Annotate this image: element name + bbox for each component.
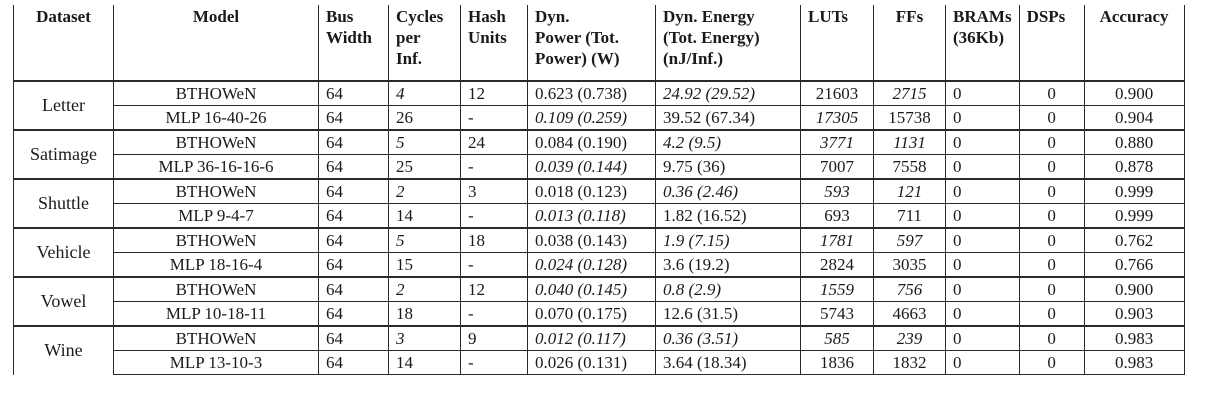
cell-dyn-power: 0.109 (0.259) <box>528 106 656 131</box>
header-cycles-line-3: Inf. <box>396 49 422 68</box>
table-row <box>14 155 1185 180</box>
header-accuracy-line: Accuracy <box>1099 7 1169 26</box>
cell-dyn-energy: 0.36 (3.51) <box>656 326 801 351</box>
cell-hash-units: - <box>461 204 528 229</box>
cell-dsps: 0 <box>1019 179 1084 204</box>
header-cycles-line-1: Cycles <box>396 7 444 26</box>
cell-accuracy: 0.999 <box>1084 179 1184 204</box>
cell-accuracy: 0.766 <box>1084 253 1184 278</box>
cell-luts: 1781 <box>801 228 874 253</box>
cell-accuracy: 0.762 <box>1084 228 1184 253</box>
header-dyn-energy-line-2: (Tot. Energy) <box>663 28 760 47</box>
table-row <box>14 253 1185 278</box>
table-row <box>14 326 1185 351</box>
cell-dyn-power: 0.040 (0.145) <box>528 277 656 302</box>
table-row <box>14 302 1185 327</box>
header-row <box>14 5 1185 81</box>
header-dyn-energy-line-1: Dyn. Energy <box>663 7 755 26</box>
header-hash-units <box>461 5 528 81</box>
cell-ffs: 2715 <box>874 81 946 106</box>
comparison-table-container <box>13 5 1185 375</box>
cell-hash-units: - <box>461 351 528 375</box>
cell-dyn-power: 0.623 (0.738) <box>528 81 656 106</box>
cell-ffs: 711 <box>874 204 946 229</box>
cell-luts: 1559 <box>801 277 874 302</box>
cell-cycles: 26 <box>389 106 461 131</box>
cell-hash-units: 18 <box>461 228 528 253</box>
header-ffs-line: FFs <box>895 7 924 26</box>
cell-dyn-energy: 12.6 (31.5) <box>656 302 801 327</box>
header-dsps-line: DSPs <box>1026 7 1066 26</box>
header-bus-width-line-2: Width <box>326 28 372 47</box>
dataset-cell: Vehicle <box>14 228 114 277</box>
cell-luts: 1836 <box>801 351 874 375</box>
header-ffs <box>874 5 946 81</box>
cell-hash-units: 24 <box>461 130 528 155</box>
cell-dyn-energy: 0.8 (2.9) <box>656 277 801 302</box>
cell-accuracy: 0.900 <box>1084 81 1184 106</box>
cell-hash-units: - <box>461 302 528 327</box>
header-model-line: Model <box>192 7 240 26</box>
cell-accuracy: 0.999 <box>1084 204 1184 229</box>
cell-luts: 21603 <box>801 81 874 106</box>
table-row <box>14 204 1185 229</box>
cell-brams: 0 <box>946 106 1020 131</box>
cell-hash-units: 9 <box>461 326 528 351</box>
cell-brams: 0 <box>946 326 1020 351</box>
cell-brams: 0 <box>946 155 1020 180</box>
cell-model: BTHOWeN <box>114 228 319 253</box>
table-row <box>14 277 1185 302</box>
header-brams-line-1: BRAMs <box>953 7 1012 26</box>
cell-dyn-power: 0.026 (0.131) <box>528 351 656 375</box>
cell-model: BTHOWeN <box>114 277 319 302</box>
cell-dsps: 0 <box>1019 302 1084 327</box>
header-dataset <box>14 5 114 81</box>
header-brams-line-2: (36Kb) <box>953 28 1004 47</box>
cell-cycles: 3 <box>389 326 461 351</box>
cell-bus-width: 64 <box>319 155 389 180</box>
cell-luts: 693 <box>801 204 874 229</box>
cell-brams: 0 <box>946 130 1020 155</box>
cell-dyn-energy: 1.9 (7.15) <box>656 228 801 253</box>
header-accuracy <box>1084 5 1184 81</box>
table-row <box>14 228 1185 253</box>
cell-bus-width: 64 <box>319 228 389 253</box>
cell-cycles: 2 <box>389 179 461 204</box>
cell-dsps: 0 <box>1019 277 1084 302</box>
table-body <box>14 81 1185 375</box>
cell-luts: 585 <box>801 326 874 351</box>
cell-cycles: 4 <box>389 81 461 106</box>
cell-dyn-power: 0.070 (0.175) <box>528 302 656 327</box>
cell-dsps: 0 <box>1019 106 1084 131</box>
cell-dyn-power: 0.038 (0.143) <box>528 228 656 253</box>
cell-dsps: 0 <box>1019 204 1084 229</box>
cell-hash-units: - <box>461 106 528 131</box>
cell-ffs: 121 <box>874 179 946 204</box>
header-dyn-power-line-1: Dyn. <box>535 7 570 26</box>
cell-brams: 0 <box>946 204 1020 229</box>
cell-dyn-energy: 39.52 (67.34) <box>656 106 801 131</box>
cell-ffs: 1131 <box>874 130 946 155</box>
cell-bus-width: 64 <box>319 204 389 229</box>
cell-bus-width: 64 <box>319 81 389 106</box>
dataset-cell: Vowel <box>14 277 114 326</box>
cell-ffs: 597 <box>874 228 946 253</box>
cell-dyn-power: 0.012 (0.117) <box>528 326 656 351</box>
header-hash-units-line-2: Units <box>468 28 507 47</box>
table-row <box>14 179 1185 204</box>
cell-bus-width: 64 <box>319 179 389 204</box>
cell-ffs: 15738 <box>874 106 946 131</box>
header-dyn-power-line-3: Power) (W) <box>535 49 620 68</box>
cell-brams: 0 <box>946 253 1020 278</box>
cell-luts: 7007 <box>801 155 874 180</box>
cell-hash-units: 12 <box>461 81 528 106</box>
header-luts-line: LUTs <box>808 7 849 26</box>
cell-brams: 0 <box>946 228 1020 253</box>
cell-bus-width: 64 <box>319 106 389 131</box>
cell-dyn-power: 0.013 (0.118) <box>528 204 656 229</box>
cell-model: MLP 13-10-3 <box>114 351 319 375</box>
table-row <box>14 130 1185 155</box>
dataset-cell: Satimage <box>14 130 114 179</box>
cell-cycles: 15 <box>389 253 461 278</box>
cell-dyn-energy: 1.82 (16.52) <box>656 204 801 229</box>
header-dsps <box>1019 5 1084 81</box>
cell-ffs: 7558 <box>874 155 946 180</box>
header-dyn-power-line-2: Power (Tot. <box>535 28 620 47</box>
cell-cycles: 2 <box>389 277 461 302</box>
table-row <box>14 81 1185 106</box>
cell-brams: 0 <box>946 351 1020 375</box>
cell-cycles: 25 <box>389 155 461 180</box>
header-bus-width <box>319 5 389 81</box>
cell-hash-units: - <box>461 155 528 180</box>
cell-ffs: 1832 <box>874 351 946 375</box>
cell-model: BTHOWeN <box>114 326 319 351</box>
header-dyn-energy-line-3: (nJ/Inf.) <box>663 49 723 68</box>
cell-dsps: 0 <box>1019 253 1084 278</box>
cell-dyn-energy: 3.64 (18.34) <box>656 351 801 375</box>
dataset-cell: Shuttle <box>14 179 114 228</box>
cell-brams: 0 <box>946 302 1020 327</box>
cell-model: MLP 18-16-4 <box>114 253 319 278</box>
cell-model: MLP 16-40-26 <box>114 106 319 131</box>
dataset-cell: Letter <box>14 81 114 130</box>
cell-bus-width: 64 <box>319 326 389 351</box>
table-row <box>14 351 1185 375</box>
cell-model: MLP 10-18-11 <box>114 302 319 327</box>
header-bus-width-line-1: Bus <box>326 7 354 26</box>
cell-ffs: 3035 <box>874 253 946 278</box>
cell-hash-units: 12 <box>461 277 528 302</box>
cell-cycles: 5 <box>389 130 461 155</box>
cell-dsps: 0 <box>1019 351 1084 375</box>
cell-brams: 0 <box>946 81 1020 106</box>
cell-bus-width: 64 <box>319 130 389 155</box>
cell-luts: 17305 <box>801 106 874 131</box>
cell-dsps: 0 <box>1019 81 1084 106</box>
header-cycles-line-2: per <box>396 28 421 47</box>
cell-accuracy: 0.903 <box>1084 302 1184 327</box>
header-brams <box>946 5 1020 81</box>
header-model <box>114 5 319 81</box>
cell-luts: 5743 <box>801 302 874 327</box>
cell-bus-width: 64 <box>319 253 389 278</box>
cell-ffs: 756 <box>874 277 946 302</box>
header-dataset-line: Dataset <box>36 7 91 26</box>
cell-dsps: 0 <box>1019 326 1084 351</box>
cell-dyn-energy: 9.75 (36) <box>656 155 801 180</box>
cell-dyn-power: 0.018 (0.123) <box>528 179 656 204</box>
cell-dsps: 0 <box>1019 155 1084 180</box>
header-cycles <box>389 5 461 81</box>
cell-cycles: 5 <box>389 228 461 253</box>
cell-bus-width: 64 <box>319 302 389 327</box>
cell-accuracy: 0.878 <box>1084 155 1184 180</box>
cell-dyn-power: 0.024 (0.128) <box>528 253 656 278</box>
cell-accuracy: 0.880 <box>1084 130 1184 155</box>
cell-ffs: 239 <box>874 326 946 351</box>
header-dyn-power <box>528 5 656 81</box>
header-luts <box>801 5 874 81</box>
cell-model: BTHOWeN <box>114 81 319 106</box>
cell-bus-width: 64 <box>319 351 389 375</box>
cell-cycles: 14 <box>389 351 461 375</box>
cell-luts: 593 <box>801 179 874 204</box>
header-dyn-energy <box>656 5 801 81</box>
cell-cycles: 18 <box>389 302 461 327</box>
cell-dyn-power: 0.039 (0.144) <box>528 155 656 180</box>
cell-hash-units: 3 <box>461 179 528 204</box>
cell-luts: 3771 <box>801 130 874 155</box>
comparison-table <box>13 5 1185 375</box>
table-row <box>14 106 1185 131</box>
header-hash-units-line-1: Hash <box>468 7 506 26</box>
cell-model: MLP 9-4-7 <box>114 204 319 229</box>
cell-dyn-energy: 3.6 (19.2) <box>656 253 801 278</box>
cell-dyn-energy: 4.2 (9.5) <box>656 130 801 155</box>
cell-accuracy: 0.904 <box>1084 106 1184 131</box>
cell-dsps: 0 <box>1019 228 1084 253</box>
cell-dsps: 0 <box>1019 130 1084 155</box>
cell-bus-width: 64 <box>319 277 389 302</box>
cell-cycles: 14 <box>389 204 461 229</box>
cell-model: MLP 36-16-16-6 <box>114 155 319 180</box>
cell-accuracy: 0.983 <box>1084 326 1184 351</box>
cell-accuracy: 0.900 <box>1084 277 1184 302</box>
cell-dyn-power: 0.084 (0.190) <box>528 130 656 155</box>
cell-brams: 0 <box>946 179 1020 204</box>
cell-luts: 2824 <box>801 253 874 278</box>
cell-ffs: 4663 <box>874 302 946 327</box>
cell-hash-units: - <box>461 253 528 278</box>
cell-dyn-energy: 0.36 (2.46) <box>656 179 801 204</box>
dataset-cell: Wine <box>14 326 114 375</box>
cell-model: BTHOWeN <box>114 130 319 155</box>
cell-brams: 0 <box>946 277 1020 302</box>
cell-accuracy: 0.983 <box>1084 351 1184 375</box>
cell-model: BTHOWeN <box>114 179 319 204</box>
cell-dyn-energy: 24.92 (29.52) <box>656 81 801 106</box>
